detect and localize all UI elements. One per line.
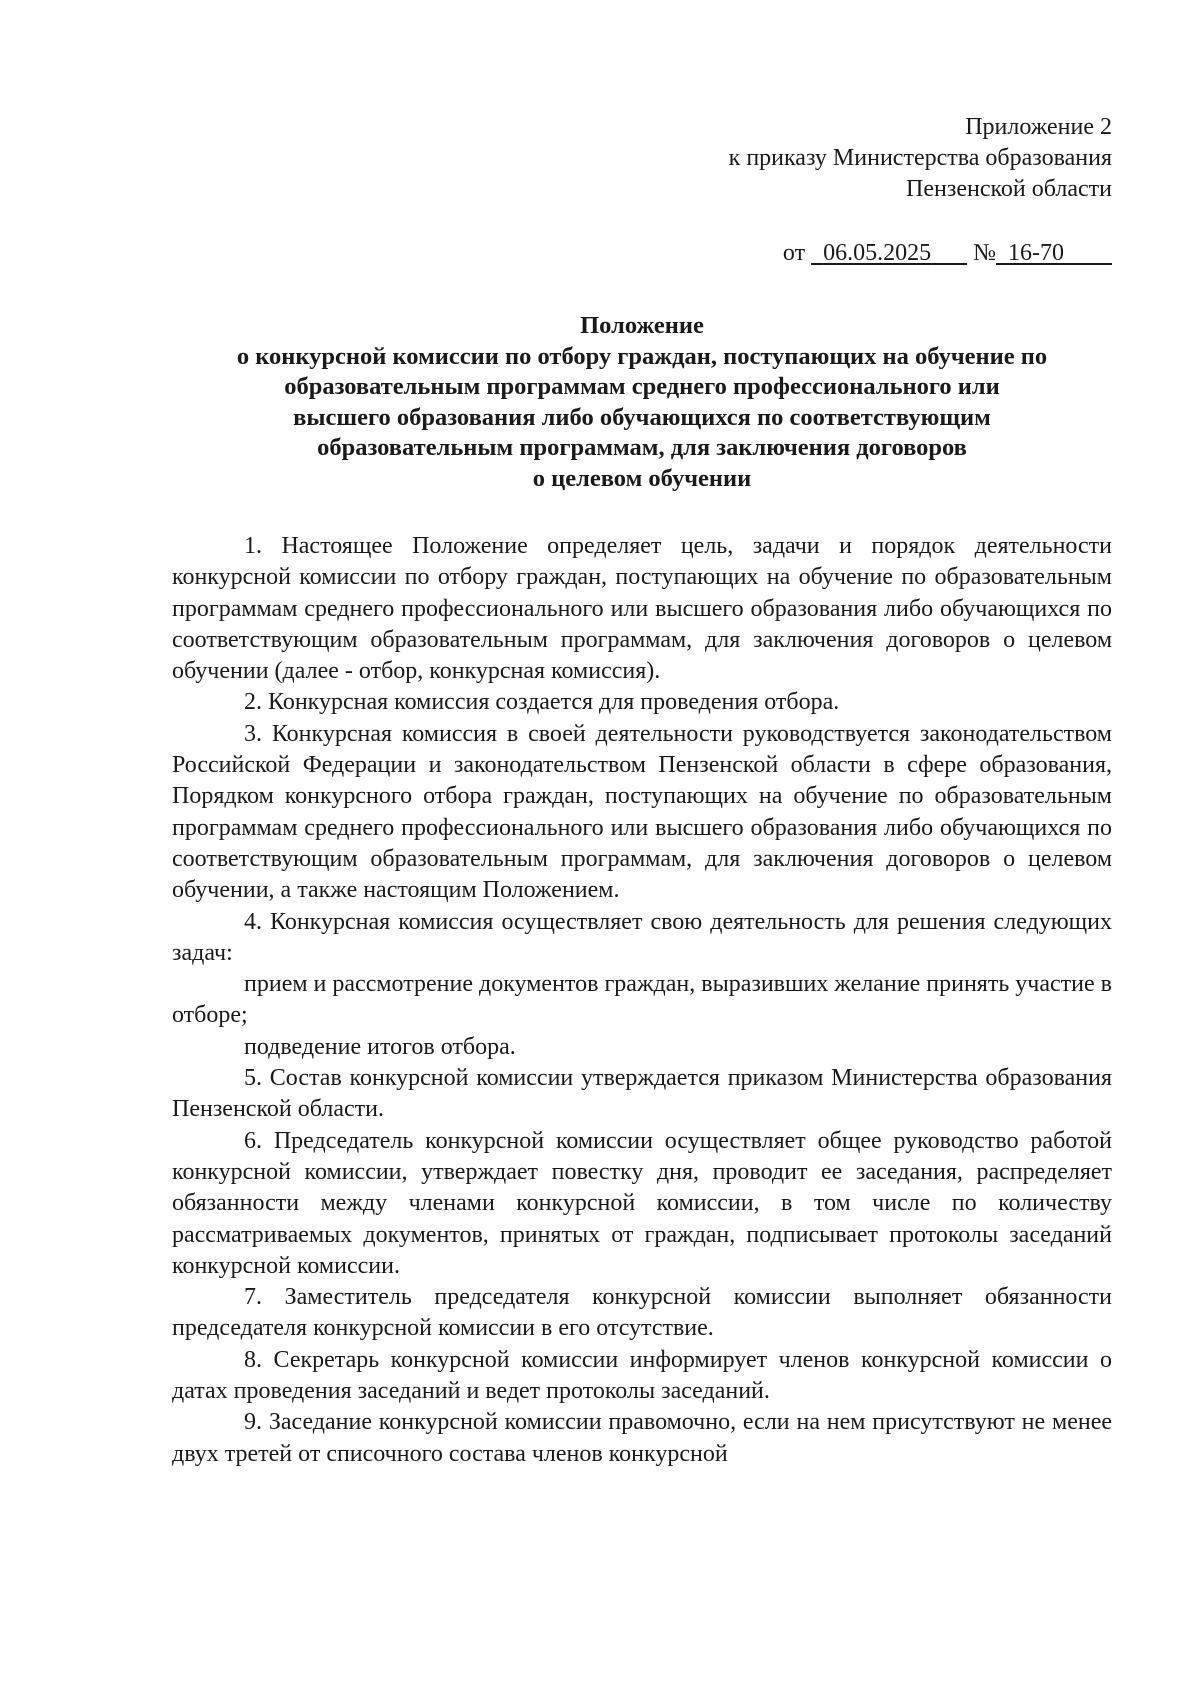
paragraph: 5. Состав конкурсной комиссии утверждается приказом Министерства образования Пензенской области. bbox=[172, 1065, 1112, 1123]
paragraph: 3. Конкурсная комиссия в своей деятельности руководствуется законодательством Российской Федерации и законодательством Пензенской области в сфере образования, Порядком конкурсного отбора граждан, поступающих на обучение по образовательным программам среднего профессионального или высшего образования либо обучающихся по соответствующим образовательным программам, для заключения договоров о целевом обучении, а также настоящим Положением. bbox=[172, 720, 1112, 904]
title-line: образовательным программам, для заключения договоров bbox=[317, 434, 967, 461]
document-title bbox=[172, 311, 1112, 494]
paragraph: 2. Конкурсная комиссия создается для проведения отбора. bbox=[244, 689, 840, 716]
paragraph: 9. Заседание конкурсной комиссии правомочно, если на нем присутствуют не менее двух третей от списочного состава членов конкурсной bbox=[172, 1409, 1112, 1467]
order-date-field bbox=[811, 240, 967, 266]
order-reference bbox=[172, 238, 1112, 269]
order-date: 06.05.2025 bbox=[823, 240, 932, 266]
paragraph: прием и рассмотрение документов граждан, выразивших желание принять участие в отборе; bbox=[172, 971, 1112, 1029]
paragraph: 1. Настоящее Положение определяет цель, задачи и порядок деятельности конкурсной комиссии по отбору граждан, поступающих на обучение по образовательным программам среднего профессионального или высшего образования либо обучающихся по соответствующим образовательным программам, для заключения договоров о целевом обучении (далее - отбор, конкурсная комиссия). bbox=[172, 533, 1112, 685]
paragraph: 8. Секретарь конкурсной комиссии информирует членов конкурсной комиссии о датах проведения заседаний и ведет протоколы заседаний. bbox=[172, 1346, 1112, 1405]
order-number-label: № bbox=[973, 240, 996, 266]
title-line: о целевом обучении bbox=[532, 464, 752, 492]
document-body bbox=[172, 531, 1112, 1470]
paragraph: 4. Конкурсная комиссия осуществляет свою деятельность для решения следующих задач: bbox=[172, 908, 1112, 966]
title-line: образовательным программам среднего профессионального или bbox=[284, 373, 1000, 400]
title-line: высшего образования либо обучающихся по соответствующим bbox=[293, 403, 991, 431]
appendix-line: Приложение 2 bbox=[965, 114, 1112, 140]
order-from-label: от bbox=[782, 240, 806, 266]
title-line: о конкурсной комиссии по отбору граждан, поступающих на обучение по bbox=[236, 342, 1048, 370]
title-line: Положение bbox=[580, 312, 704, 339]
order-number: 16-70 bbox=[1008, 240, 1064, 266]
order-number-field bbox=[996, 240, 1112, 266]
paragraph: 6. Председатель конкурсной комиссии осуществляет общее руководство работой конкурсной комиссии, утверждает повестку дня, проводит ее заседания, распределяет обязанности между членами конкурсной комиссии, в том числе по количеству рассматриваемых документов, принятых от граждан, подписывает протоколы заседаний конкурсной комиссии. bbox=[172, 1127, 1112, 1279]
appendix-line: к приказу Министерства образования bbox=[728, 145, 1112, 171]
appendix-line: Пензенской области bbox=[906, 176, 1112, 202]
appendix-block bbox=[172, 112, 1112, 205]
paragraph: 7. Заместитель председателя конкурсной комиссии выполняет обязанности председателя конкурсной комиссии в его отсутствие. bbox=[172, 1284, 1112, 1342]
paragraph: подведение итогов отбора. bbox=[244, 1033, 516, 1060]
